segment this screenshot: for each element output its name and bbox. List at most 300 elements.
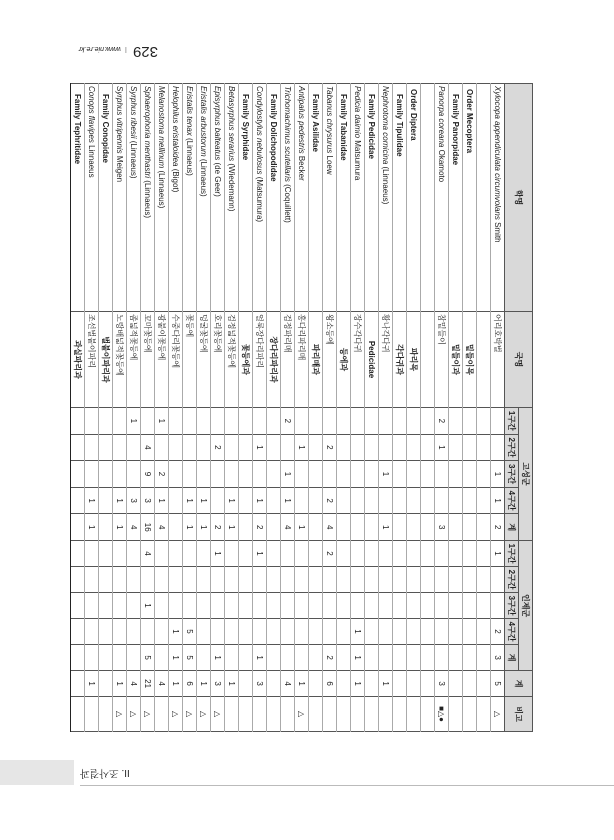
note-cell: △ (169, 697, 183, 732)
goseong-count-cell (449, 487, 463, 514)
species-row (225, 84, 239, 732)
goseong-count-cell (99, 514, 113, 541)
scientific-name-cell (183, 84, 197, 312)
korean-name-cell: 좀넓적꽃등에 (127, 312, 141, 408)
scientific-name-cell (477, 84, 491, 312)
inje-count-cell (267, 593, 281, 619)
scientific-name-cell: Family Syrphidae (239, 84, 253, 312)
header-section: 3구간 (505, 461, 519, 488)
goseong-count-cell (211, 487, 225, 514)
goseong-count-cell (211, 461, 225, 488)
goseong-count-cell (183, 408, 197, 435)
species-author: (Linnaeus) (185, 138, 195, 176)
species-name: Episyrphus balteatus (213, 86, 223, 161)
goseong-count-cell (239, 514, 253, 541)
inje-count-cell (183, 593, 197, 619)
goseong-count-cell: 16 (141, 514, 155, 541)
inje-count-cell (435, 567, 449, 593)
order-row (407, 84, 421, 732)
goseong-count-cell (127, 434, 141, 461)
note-cell (99, 697, 113, 732)
goseong-count-cell (365, 514, 379, 541)
goseong-count-cell (85, 461, 99, 488)
inje-count-cell (393, 541, 407, 567)
species-name: Betasyrphus serarius (227, 86, 237, 162)
inje-count-cell (239, 619, 253, 645)
inje-count-cell (407, 567, 421, 593)
inje-count-cell (197, 567, 211, 593)
inje-count-cell (463, 567, 477, 593)
goseong-count-cell (267, 487, 281, 514)
species-author: Smith (493, 222, 503, 243)
inje-count-cell (281, 567, 295, 593)
goseong-count-cell: 2 (211, 514, 225, 541)
korean-name-cell: 파리목 (407, 312, 421, 408)
goseong-count-cell (365, 487, 379, 514)
korean-name-cell: 등에과 (337, 312, 351, 408)
inje-count-cell (211, 567, 225, 593)
goseong-count-cell: 9 (141, 461, 155, 488)
goseong-count-cell (379, 434, 393, 461)
goseong-count-cell (71, 434, 85, 461)
inje-count-cell (281, 593, 295, 619)
goseong-count-cell (491, 408, 505, 435)
total-count-cell: 4 (281, 671, 295, 697)
goseong-count-cell (449, 408, 463, 435)
scientific-name-cell (421, 84, 435, 312)
goseong-count-cell (211, 408, 225, 435)
species-row (85, 84, 99, 732)
goseong-count-cell (267, 408, 281, 435)
family-row (337, 84, 351, 732)
scientific-name-cell (197, 84, 211, 312)
inje-count-cell (239, 645, 253, 671)
goseong-count-cell (267, 434, 281, 461)
inje-count-cell (85, 541, 99, 567)
species-name: Xylocopa appendiculata circumvolans (493, 86, 503, 220)
korean-name-cell: 각다귀과 (393, 312, 407, 408)
inje-count-cell (365, 619, 379, 645)
inje-count-cell (225, 567, 239, 593)
goseong-count-cell (337, 408, 351, 435)
note-cell (463, 697, 477, 732)
family-row (309, 84, 323, 732)
inje-count-cell (71, 645, 85, 671)
goseong-count-cell: 1 (127, 408, 141, 435)
goseong-count-cell: 1 (281, 487, 295, 514)
species-row (379, 84, 393, 732)
inje-count-cell (141, 619, 155, 645)
footer-tab (0, 760, 74, 785)
inje-count-cell (379, 619, 393, 645)
inje-count-cell (351, 567, 365, 593)
inje-count-cell (309, 541, 323, 567)
korean-name-cell: 꽃등에 (183, 312, 197, 408)
total-count-cell: 3 (435, 671, 449, 697)
korean-name-cell: Pedicidae (365, 312, 379, 408)
goseong-count-cell (253, 461, 267, 488)
goseong-count-cell (463, 514, 477, 541)
goseong-count-cell: 1 (155, 408, 169, 435)
scientific-name-cell: Family Panorpidae (449, 84, 463, 312)
korean-name-cell: 장다리파리과 (267, 312, 281, 408)
goseong-count-cell (281, 434, 295, 461)
goseong-count-cell (463, 408, 477, 435)
goseong-count-cell: 1 (435, 434, 449, 461)
header-section: 3구간 (505, 593, 519, 619)
korean-name-cell: 밑들이목 (463, 312, 477, 408)
goseong-count-cell (295, 487, 309, 514)
goseong-count-cell (169, 461, 183, 488)
goseong-count-cell (71, 461, 85, 488)
goseong-count-cell (169, 434, 183, 461)
note-cell (267, 697, 281, 732)
goseong-count-cell (183, 461, 197, 488)
inje-count-cell: 4 (141, 541, 155, 567)
total-count-cell: 5 (491, 671, 505, 697)
note-cell (281, 697, 295, 732)
total-count-cell: 1 (169, 671, 183, 697)
species-author: (Linnaeus) (157, 170, 167, 209)
inje-count-cell (99, 619, 113, 645)
note-cell: △ (113, 697, 127, 732)
inje-count-cell (323, 593, 337, 619)
header-section: 4구간 (505, 487, 519, 514)
inje-count-cell (477, 567, 491, 593)
inje-count-cell (407, 619, 421, 645)
goseong-count-cell (379, 487, 393, 514)
goseong-count-cell (127, 461, 141, 488)
inje-count-cell (267, 645, 281, 671)
header-section: 1구간 (505, 408, 519, 435)
inje-count-cell (309, 567, 323, 593)
note-cell (253, 697, 267, 732)
species-name: Antipalus pedestris (297, 86, 307, 154)
inje-count-cell (379, 645, 393, 671)
note-cell: △ (491, 697, 505, 732)
inje-count-cell (253, 567, 267, 593)
inje-count-cell: 1 (211, 541, 225, 567)
species-row (491, 84, 505, 732)
goseong-count-cell (421, 487, 435, 514)
korean-name-cell: 참밑들이 (435, 312, 449, 408)
goseong-count-cell: 2 (323, 434, 337, 461)
goseong-count-cell (267, 461, 281, 488)
total-count-cell (393, 671, 407, 697)
species-author: Meigen (115, 155, 125, 183)
goseong-count-cell: 2 (155, 461, 169, 488)
inje-count-cell (211, 619, 225, 645)
korean-name-cell: 조선벌붙이파리 (85, 312, 99, 408)
inje-count-cell (211, 593, 225, 619)
blank-row (477, 84, 491, 732)
species-row (183, 84, 197, 732)
species-row (323, 84, 337, 732)
goseong-count-cell (239, 487, 253, 514)
inje-count-cell (197, 593, 211, 619)
korean-name-cell: 노랑배넓적꽃등에 (113, 312, 127, 408)
total-count-cell: 3 (253, 671, 267, 697)
note-cell (239, 697, 253, 732)
inje-count-cell (267, 567, 281, 593)
species-row (141, 84, 155, 732)
note-cell: △ (211, 697, 225, 732)
species-name: Syrphus ribesii (129, 86, 139, 139)
inje-count-cell (239, 567, 253, 593)
note-cell (225, 697, 239, 732)
korean-name-cell: 장수각다귀 (351, 312, 365, 408)
header-region-goseong: 고성군 (519, 408, 533, 541)
goseong-count-cell (141, 408, 155, 435)
inje-count-cell (113, 593, 127, 619)
goseong-count-cell (407, 408, 421, 435)
scientific-name-cell (155, 84, 169, 312)
inje-count-cell (71, 541, 85, 567)
goseong-count-cell: 4 (281, 514, 295, 541)
goseong-count-cell (309, 461, 323, 488)
inje-count-cell: 5 (183, 645, 197, 671)
family-row (71, 84, 85, 732)
goseong-count-cell (169, 408, 183, 435)
inje-count-cell (155, 593, 169, 619)
species-author: (Coquillett) (283, 184, 293, 223)
inje-count-cell (127, 567, 141, 593)
scientific-name-cell (113, 84, 127, 312)
inje-count-cell (421, 619, 435, 645)
goseong-count-cell (435, 461, 449, 488)
inje-count-cell (379, 541, 393, 567)
goseong-count-cell (393, 461, 407, 488)
header-korean-name: 국명 (505, 312, 533, 408)
inje-count-cell (85, 593, 99, 619)
inje-count-cell (225, 645, 239, 671)
inje-count-cell (477, 619, 491, 645)
korean-name-cell: 과실파리과 (71, 312, 85, 408)
goseong-count-cell (337, 487, 351, 514)
goseong-count-cell (421, 408, 435, 435)
inje-count-cell: 1 (253, 541, 267, 567)
family-row (99, 84, 113, 732)
species-name: Nephrotoma cornicina (381, 86, 391, 165)
note-cell (365, 697, 379, 732)
scientific-name-cell (225, 84, 239, 312)
inje-count-cell: 1 (351, 619, 365, 645)
inje-count-cell: 1 (141, 593, 155, 619)
goseong-count-cell (267, 514, 281, 541)
species-author: Becker (297, 155, 307, 181)
goseong-count-cell (365, 434, 379, 461)
inje-count-cell (183, 567, 197, 593)
inje-count-cell (407, 541, 421, 567)
inje-count-cell (477, 541, 491, 567)
inje-count-cell (71, 593, 85, 619)
species-name: Sphaerophoria menthastri (143, 86, 153, 179)
inje-count-cell (365, 567, 379, 593)
note-cell (477, 697, 491, 732)
total-count-cell (407, 671, 421, 697)
family-row (239, 84, 253, 732)
goseong-count-cell (85, 408, 99, 435)
goseong-count-cell (71, 487, 85, 514)
inje-count-cell (239, 593, 253, 619)
total-count-cell: 3 (211, 671, 225, 697)
inje-count-cell (85, 567, 99, 593)
inje-count-cell (365, 593, 379, 619)
goseong-count-cell: 1 (183, 514, 197, 541)
goseong-count-cell (463, 434, 477, 461)
inje-count-cell (309, 593, 323, 619)
family-row (449, 84, 463, 732)
korean-name-cell: 파리매과 (309, 312, 323, 408)
goseong-count-cell: 4 (155, 514, 169, 541)
goseong-count-cell (309, 514, 323, 541)
species-row (155, 84, 169, 732)
goseong-count-cell: 1 (295, 434, 309, 461)
korean-name-cell: 호리꽃등에 (211, 312, 225, 408)
total-count-cell: 4 (155, 671, 169, 697)
species-row (435, 84, 449, 732)
goseong-count-cell (351, 514, 365, 541)
inje-count-cell (225, 619, 239, 645)
korean-name-cell: 광붙이꽃등에 (155, 312, 169, 408)
goseong-count-cell (435, 487, 449, 514)
goseong-count-cell: 2 (281, 408, 295, 435)
species-row (211, 84, 225, 732)
total-count-cell (337, 671, 351, 697)
total-count-cell: 1 (85, 671, 99, 697)
goseong-count-cell (99, 487, 113, 514)
note-cell (449, 697, 463, 732)
scientific-name-cell (491, 84, 505, 312)
inje-count-cell (113, 541, 127, 567)
goseong-count-cell (393, 408, 407, 435)
inje-count-cell (155, 619, 169, 645)
scientific-name-cell (141, 84, 155, 312)
inje-count-cell (491, 593, 505, 619)
inje-count-cell (351, 593, 365, 619)
inje-count-cell (197, 619, 211, 645)
inje-count-cell (449, 645, 463, 671)
total-count-cell (309, 671, 323, 697)
goseong-count-cell (365, 408, 379, 435)
scientific-name-cell (211, 84, 225, 312)
goseong-count-cell (99, 408, 113, 435)
goseong-count-cell: 3 (141, 487, 155, 514)
inje-count-cell (295, 593, 309, 619)
goseong-count-cell (225, 408, 239, 435)
species-name: Melanostoma mellinum (157, 86, 167, 169)
korean-name-cell: 검정파리매 (281, 312, 295, 408)
scientific-name-cell: Order Diptera (407, 84, 421, 312)
inje-count-cell (281, 645, 295, 671)
inje-count-cell (85, 645, 99, 671)
species-row (351, 84, 365, 732)
inje-count-cell: 5 (183, 619, 197, 645)
inje-count-cell: 1 (169, 619, 183, 645)
total-count-cell (71, 671, 85, 697)
goseong-count-cell (225, 434, 239, 461)
total-count-cell (239, 671, 253, 697)
goseong-count-cell (99, 434, 113, 461)
goseong-count-cell: 1 (295, 514, 309, 541)
inje-count-cell (337, 541, 351, 567)
korean-name-cell: 황나각다귀 (379, 312, 393, 408)
inje-count-cell (113, 645, 127, 671)
inje-count-cell (99, 567, 113, 593)
inje-count-cell (155, 567, 169, 593)
inje-count-cell (491, 567, 505, 593)
inje-count-cell (477, 593, 491, 619)
scientific-name-cell: Family Pedicidae (365, 84, 379, 312)
scientific-name-cell (281, 84, 295, 312)
inje-count-cell (323, 567, 337, 593)
goseong-count-cell: 1 (379, 461, 393, 488)
inje-count-cell (253, 619, 267, 645)
inje-count-cell (281, 619, 295, 645)
inje-count-cell (197, 645, 211, 671)
goseong-count-cell (477, 408, 491, 435)
note-cell: ■△● (435, 697, 449, 732)
footer-divider (80, 785, 614, 786)
goseong-count-cell (295, 408, 309, 435)
inje-count-cell (113, 567, 127, 593)
inje-count-cell (421, 567, 435, 593)
species-name: Conops flavipes (87, 86, 97, 143)
species-author: (Linnaeus) (381, 166, 391, 205)
inje-count-cell (337, 567, 351, 593)
inje-count-cell: 5 (141, 645, 155, 671)
goseong-count-cell (197, 408, 211, 435)
korean-name-cell: 덩굴꽃등에 (197, 312, 211, 408)
inje-count-cell (337, 593, 351, 619)
goseong-count-cell (323, 461, 337, 488)
goseong-count-cell: 1 (197, 487, 211, 514)
inje-count-cell (407, 645, 421, 671)
scientific-name-cell: Family Dolichopodidae (267, 84, 281, 312)
goseong-count-cell (155, 434, 169, 461)
goseong-count-cell: 2 (211, 434, 225, 461)
scientific-name-cell (169, 84, 183, 312)
goseong-count-cell: 4 (141, 434, 155, 461)
inje-count-cell (379, 593, 393, 619)
inje-count-cell (295, 619, 309, 645)
species-name: Condylostylus nebulosus (255, 86, 265, 175)
goseong-count-cell (253, 408, 267, 435)
inje-count-cell: 2 (323, 645, 337, 671)
goseong-count-cell (421, 461, 435, 488)
goseong-count-cell (197, 434, 211, 461)
inje-count-cell (239, 541, 253, 567)
goseong-count-cell (309, 487, 323, 514)
inje-count-cell (365, 645, 379, 671)
scientific-name-cell (127, 84, 141, 312)
inje-count-cell: 1 (169, 645, 183, 671)
inje-count-cell (421, 645, 435, 671)
goseong-count-cell (477, 487, 491, 514)
goseong-count-cell (225, 461, 239, 488)
goseong-count-cell (421, 434, 435, 461)
species-row (113, 84, 127, 732)
korean-name-cell: 수중다리꽃등에 (169, 312, 183, 408)
inje-count-cell (71, 619, 85, 645)
note-cell: △ (183, 697, 197, 732)
goseong-count-cell (393, 514, 407, 541)
goseong-count-cell (309, 408, 323, 435)
goseong-count-cell (337, 434, 351, 461)
goseong-count-cell (183, 434, 197, 461)
inje-count-cell (463, 645, 477, 671)
header-total: 계 (505, 671, 533, 697)
